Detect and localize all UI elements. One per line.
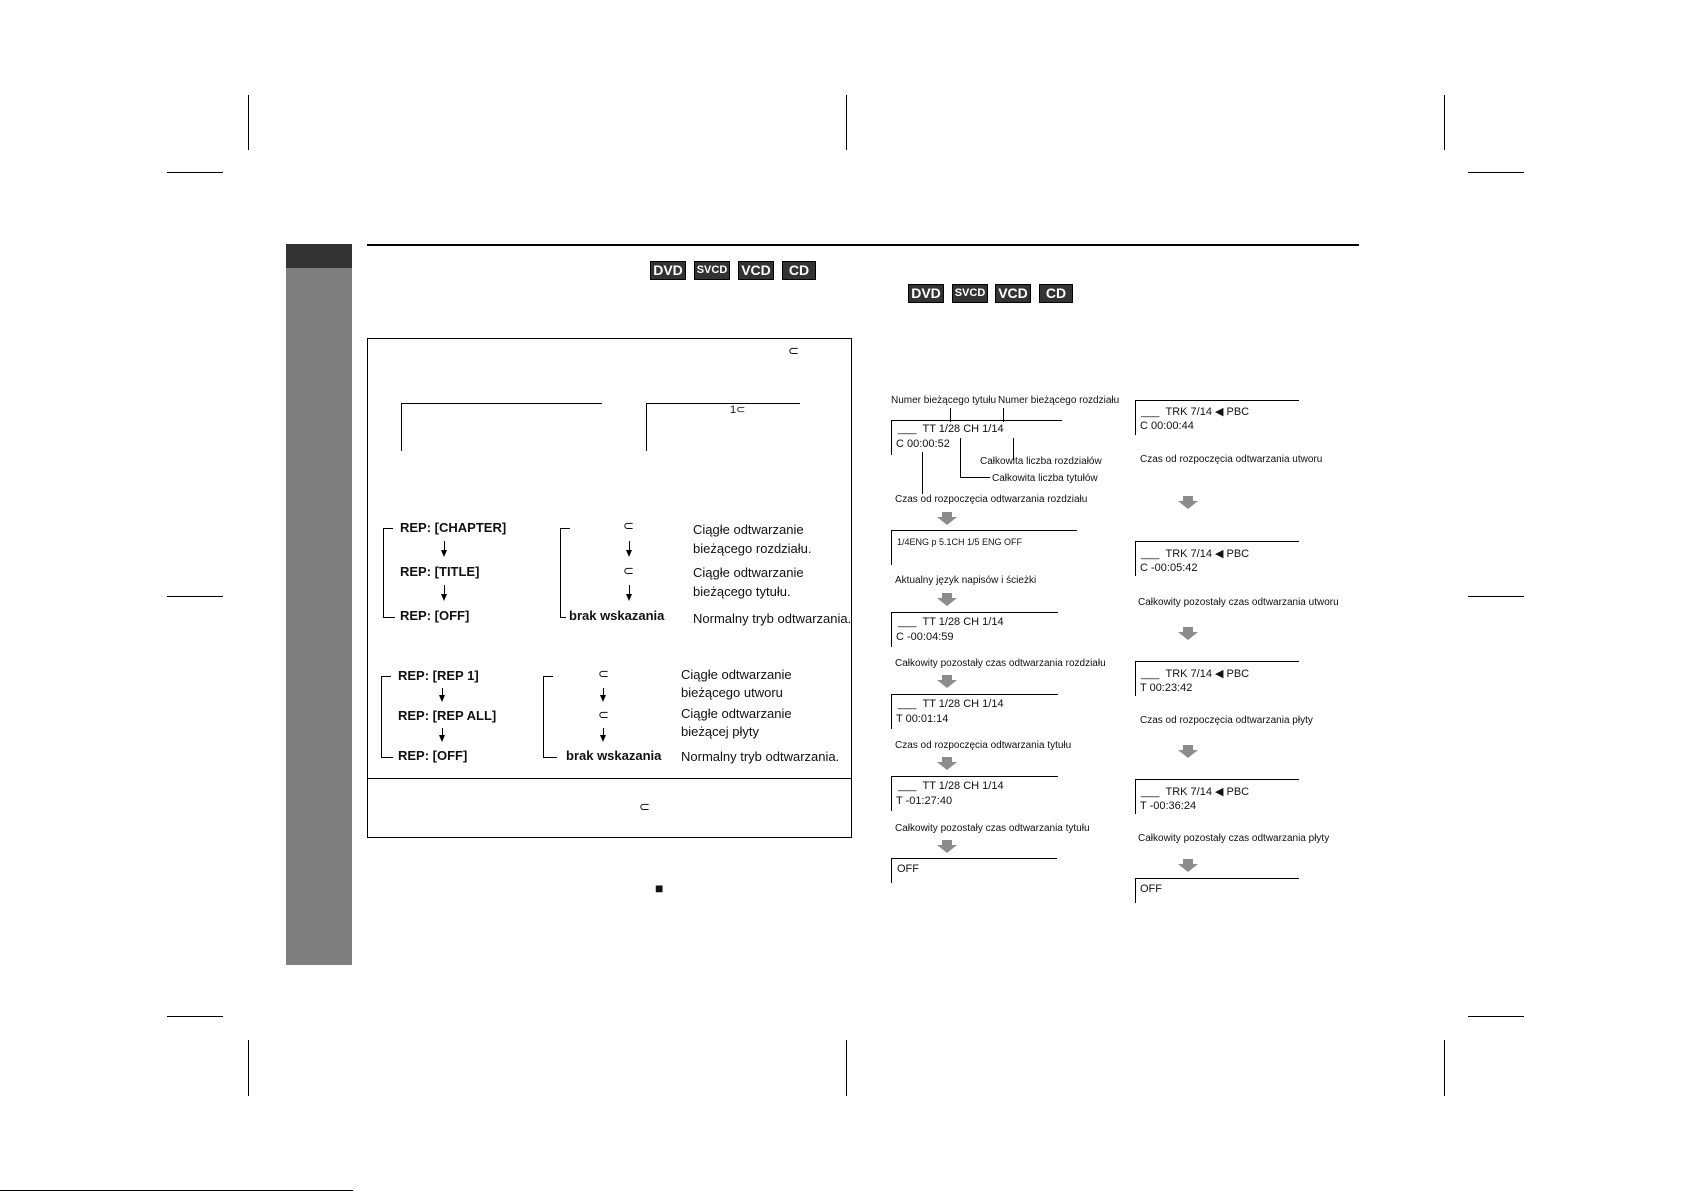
osd-caption: Całkowity pozostały czas odtwarzania tytułu [895,823,1090,834]
screen-frame-left [401,403,602,404]
vcd-badge: VCD [738,261,774,280]
header-rule [367,244,1359,246]
osd-line: T -00:36:24 [1140,800,1197,812]
osd-line: C -00:04:59 [896,631,954,643]
loop-line [543,676,553,677]
next-arrow [936,593,958,607]
down-arrow [600,695,606,702]
osd-line: ___ TT 1/28 CH 1/14 [898,616,1004,628]
label-chapter-number: Numer bieżącego rozdziału [998,395,1120,406]
indicator-repall: ⊂ [598,707,609,722]
pointer-line [960,477,990,478]
loop-line [543,676,544,757]
repeat-symbol: ⊂ [639,799,650,814]
crop-mark [1444,1040,1445,1096]
crop-mark [1468,172,1524,173]
loop-line [383,528,384,617]
crop-mark [1468,1016,1524,1017]
osd-caption: Aktualny język napisów i ścieżki [895,575,1037,586]
osd-caption: Całkowity pozostały czas odtwarzania płyty [1138,833,1330,844]
cd-badge: CD [1039,284,1073,303]
label-title-number: Numer bieżącego tytułu [891,395,997,406]
down-arrow [439,735,445,742]
dvd-badge: DVD [650,261,686,280]
osd-caption: Czas od rozpoczęcia odtwarzania tytułu [895,740,1072,751]
sidebar-tab [286,244,352,268]
repeat-symbol: ⊂ [788,343,799,358]
crop-mark [846,95,847,150]
osd-caption: Czas od rozpoczęcia odtwarzania płyty [1140,715,1313,726]
crop-mark [248,1040,249,1096]
crop-mark [846,1040,847,1096]
crop-mark [1444,95,1445,150]
loop-line [560,617,566,618]
desc-rep1: Ciągłe odtwarzanie bieżącego utworu [681,667,792,700]
next-arrow [936,512,958,526]
osd-line: ___ TRK 7/14 ◀ PBC [1141,548,1250,560]
down-arrow [600,735,606,742]
rep-chapter-label: REP: [CHAPTER] [400,520,507,535]
indicator-title: ⊂ [623,563,634,578]
vcd-badge: VCD [995,284,1031,303]
osd-line: ___ TRK 7/14 ◀ PBC [1141,786,1250,798]
loop-line [383,617,395,618]
osd-line: OFF [897,863,919,875]
rep-1-label: REP: [REP 1] [398,668,479,683]
svcd-badge: SVCD [952,284,988,303]
osd-line: ___ TT 1/28 CH 1/14 [898,780,1004,792]
sidebar-bar [286,268,352,965]
indicator-chapter: ⊂ [623,518,634,533]
next-arrow [1177,859,1199,873]
osd-line: ___ TT 1/28 CH 1/14 [898,423,1004,435]
osd-line: ___ TRK 7/14 ◀ PBC [1141,406,1250,418]
loop-line [381,676,391,677]
down-arrow [441,594,447,601]
label-total-titles: Całkowita liczba tytułów [992,473,1098,484]
stop-icon: ■ [655,880,664,896]
desc-off: Normalny tryb odtwarzania. [693,611,852,626]
svcd-badge: SVCD [694,261,730,280]
osd-caption: Całkowity pozostały czas odtwarzania rozdziału [895,658,1106,669]
crop-mark [167,172,223,173]
indicator-rep1: ⊂ [598,666,609,681]
screen-frame-right [646,403,800,404]
crop-mark [167,596,223,597]
osd-line: C 00:00:52 [896,438,950,450]
osd-line: ___ TRK 7/14 ◀ PBC [1141,668,1250,680]
crop-mark [167,1016,223,1017]
osd-line: ___ TT 1/28 CH 1/14 [898,698,1004,710]
osd-screen [891,530,1077,565]
osd-line: 1/4ENG p 5.1CH 1/5 ENG OFF [897,537,1023,547]
osd-line: OFF [1140,883,1162,895]
osd-line: T 00:23:42 [1140,682,1193,694]
down-arrow [626,550,632,557]
osd-line: C -00:05:42 [1140,562,1198,574]
next-arrow [1177,496,1199,510]
loop-line [383,528,393,529]
osd-line: C 00:00:44 [1140,420,1194,432]
osd-caption: Czas od rozpoczęcia odtwarzania rozdziału [895,494,1088,505]
dvd-badge: DVD [908,284,944,303]
osd-line: T -01:27:40 [896,795,953,807]
next-arrow [1177,745,1199,759]
next-arrow [1177,627,1199,641]
indicator-off: brak wskazania [566,748,662,763]
desc-title: Ciągłe odtwarzanie bieżącego tytułu. [693,565,804,599]
rep-all-label: REP: [REP ALL] [398,708,497,723]
rep-title-label: REP: [TITLE] [400,564,480,579]
osd-caption: Całkowity pozostały czas odtwarzania utworu [1138,597,1339,608]
osd-caption: Czas od rozpoczęcia odtwarzania utworu [1140,454,1323,465]
rep-off-label: REP: [OFF] [398,748,468,763]
loop-line [560,528,570,529]
label-total-chapters: Całkowita liczba rozdziałów [980,456,1102,467]
loop-line [560,528,561,617]
repeat-box-divider [367,778,852,779]
loop-line [381,757,393,758]
rep-off-label: REP: [OFF] [400,608,470,623]
screen-frame-right [646,403,647,451]
loop-line [543,757,557,758]
down-arrow [626,594,632,601]
next-arrow [936,675,958,689]
desc-repall: Ciągłe odtwarzanie bieżącej płyty [681,706,792,739]
indicator-off: brak wskazania [569,608,665,623]
screen-frame-left [401,403,402,451]
crop-mark [248,95,249,150]
loop-line [381,676,382,757]
desc-chapter: Ciągłe odtwarzanie bieżącego rozdziału. [693,522,812,556]
down-arrow [439,695,445,702]
repeat-indicator: 1⊂ [730,404,746,416]
next-arrow [936,757,958,771]
pointer-line [960,438,961,478]
desc-off: Normalny tryb odtwarzania. [681,749,840,764]
next-arrow [936,840,958,854]
osd-line: T 00:01:14 [896,713,949,725]
cd-badge: CD [782,261,816,280]
crop-mark [1468,596,1524,597]
down-arrow [441,550,447,557]
pointer-line [922,452,923,494]
